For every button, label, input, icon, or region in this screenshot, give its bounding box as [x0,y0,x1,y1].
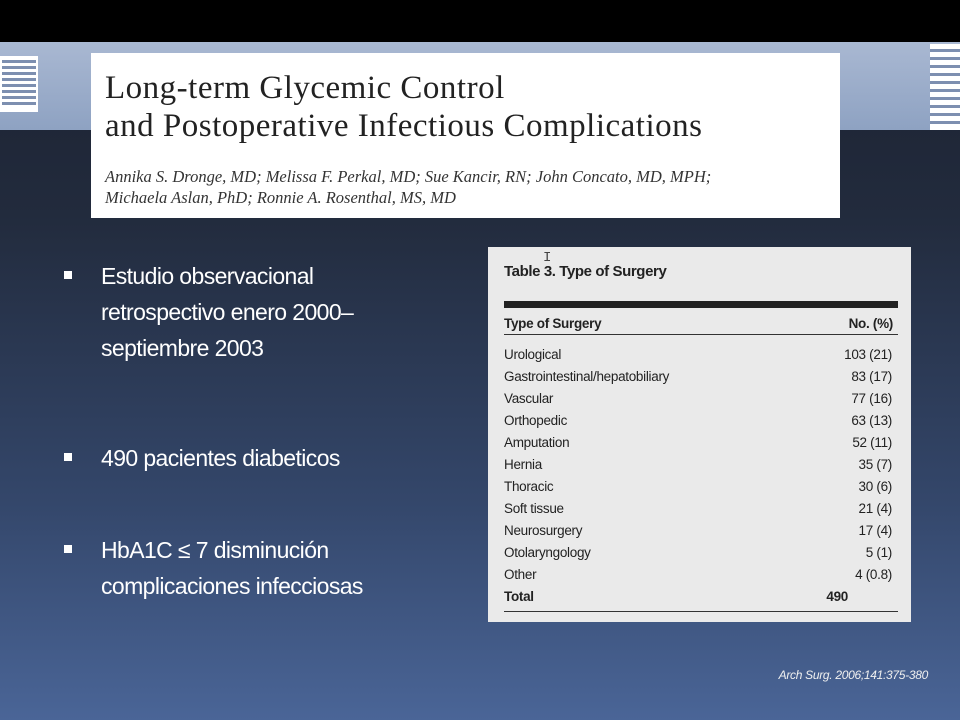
square-bullet-icon [64,453,72,461]
bullet-line: retrospectivo enero 2000– [101,299,354,325]
row-value: 77 (16) [851,391,892,406]
row-value: 490 [826,589,848,604]
table-row [504,479,892,501]
paper-authors-line-2: Michaela Aslan, PhD; Ronnie A. Rosenthal, MS, MD [105,188,456,207]
table-row [504,545,892,567]
row-value: 83 (17) [851,369,892,384]
row-name: Total [504,589,534,604]
square-bullet-icon [64,545,72,553]
table-row [504,347,892,369]
row-value: 21 (4) [858,501,892,516]
row-name: Orthopedic [504,413,568,428]
row-value: 63 (13) [851,413,892,428]
row-name: Otolaryngology [504,545,591,560]
table-row [504,391,892,413]
table-row [504,457,892,479]
table-row-total [504,589,892,611]
row-name: Other [504,567,537,582]
paper-authors [105,166,825,208]
table-row [504,523,892,545]
table-row [504,413,892,435]
row-value: 30 (6) [858,479,892,494]
row-name: Vascular [504,391,554,406]
paper-header-image [91,53,840,218]
row-value: 52 (11) [852,435,892,450]
decorative-stripes-right [930,44,960,130]
bullet-line: 490 pacientes diabeticos [101,445,340,471]
row-value: 4 (0.8) [855,567,892,582]
table-row [504,369,892,391]
paper-title-line-1: Long-term Glycemic Control [105,70,505,106]
row-value: 17 (4) [858,523,892,538]
row-name: Thoracic [504,479,554,494]
row-value: 5 (1) [865,545,892,560]
bullet-line: septiembre 2003 [101,335,264,361]
surgery-table [488,247,911,622]
square-bullet-icon [64,271,72,279]
bullet-line: Estudio observacional [101,263,314,289]
row-name: Gastrointestinal/hepatobiliary [504,369,670,384]
bullet-line: HbA1C ≤ 7 disminución [101,537,329,563]
row-name: Urological [504,347,562,362]
column-header-type: Type of Surgery [504,316,602,331]
top-black-bar [0,0,960,42]
table-rule-bottom [504,611,898,612]
row-value: 103 (21) [844,347,892,362]
row-name: Soft tissue [504,501,564,516]
table-rule-header [504,334,898,335]
text-cursor-icon: I [543,250,552,266]
decorative-stripes-left [0,56,38,112]
row-value: 35 (7) [858,457,892,472]
column-header-count: No. (%) [848,316,893,331]
row-name: Hernia [504,457,542,472]
bullet-line: complicaciones infecciosas [101,573,363,599]
paper-title-line-2: and Postoperative Infectious Complications [105,108,703,144]
table-row [504,501,892,523]
table-rule-top [504,301,898,308]
table-title: Table 3. Type of Surgery [504,263,667,280]
row-name: Neurosurgery [504,523,583,538]
paper-title [105,69,835,145]
row-name: Amputation [504,435,570,450]
table-row [504,435,892,457]
citation: Arch Surg. 2006;141:375-380 [778,668,928,682]
paper-authors-line-1: Annika S. Dronge, MD; Melissa F. Perkal, MD; Sue Kancir, RN; John Concato, MD, MPH; [105,167,712,186]
table-row [504,567,892,589]
